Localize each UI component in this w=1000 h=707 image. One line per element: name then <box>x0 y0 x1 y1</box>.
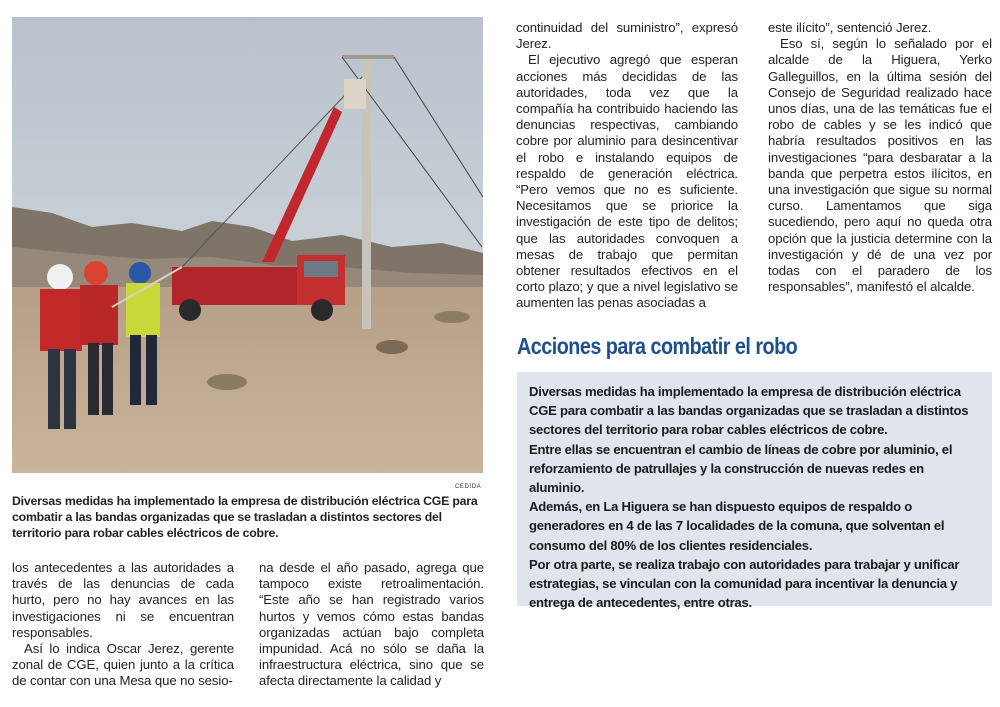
paragraph: na desde el año pasado, agrega que tampoco existe retroalimentación. “Este año se han registrado varios hurtos y vemos cómo estas bandas organizadas actúan bajo completa impunidad. Acá no sólo se daña la infraestructura eléctrica, sino que se afecta directamente la calidad y <box>259 560 484 689</box>
sidebar-paragraph: Entre ellas se encuentran el cambio de líneas de cobre por aluminio, el reforzamiento de patrullajes y la construcción de nuevas redes en aluminio. <box>529 441 953 496</box>
photo-caption: Diversas medidas ha implementado la empresa de distribución eléctrica CGE para combatir a las bandas organizadas que se trasladan a distintos sectores del territorio para robar cables eléctricos de cobre. <box>12 494 478 540</box>
paragraph: Así lo indica Oscar Jerez, gerente zonal de CGE, quien junto a la crítica de contar con una Mesa que no sesio- <box>12 641 234 689</box>
sidebar-title: Acciones para combatir el robo <box>517 333 798 359</box>
photo-illustration <box>12 17 483 473</box>
body-column-1 <box>12 560 234 690</box>
body-column-3 <box>516 20 738 312</box>
sidebar-paragraph: Además, en La Higuera se han dispuesto equipos de respaldo o generadores en 4 de las 7 localidades de la comuna, que solventan el consumo del 80% de los clientes residenciales. <box>529 499 945 553</box>
sidebar-paragraph: Diversas medidas ha implementado la empresa de distribución eléctrica CGE para combatir a las bandas organizadas que se trasladan a distintos sectores del territorio para robar cables eléctricos de cobre. <box>529 384 969 438</box>
article-photo <box>12 17 483 473</box>
paragraph: continuidad del suministro”, expresó Jerez. <box>516 20 738 52</box>
body-column-4 <box>768 20 992 295</box>
body-column-2 <box>259 560 484 690</box>
paragraph: El ejecutivo agregó que esperan acciones más decididas de las autoridades, toda vez que la compañía ha contribuido haciendo las denuncias respectivas, cambiando cobre por aluminio para desincentivar el robo e instalando equipos de respaldo de generación eléctrica. “Pero vemos que no es suficiente. Necesitamos que se priorice la investigación de este tipo de delitos; que las autoridades convoquen a mesas de trabajo que permitan obtener resultados efectivos en el corto plazo; y que a nivel legislativo se aumenten las penas asociadas a <box>516 52 738 311</box>
paragraph: este ilícito”, sentenció Jerez. <box>768 20 932 35</box>
sidebar-box <box>517 372 992 611</box>
photo-credit: CEDIDA <box>455 484 482 490</box>
paragraph: los antecedentes a las autoridades a través de las denuncias de cada hurto, pero no hay avances en las investigaciones ni se encuentran responsables. <box>12 560 234 640</box>
sidebar-paragraph: Por otra parte, se realiza trabajo con autoridades para trabajar y unificar estrategias, se vinculan con la comunidad para incentivar la denuncia y entrega de antecedentes, entre otras. <box>529 556 960 611</box>
paragraph: Eso sí, según lo señalado por el alcalde de la Higuera, Yerko Galleguillos, en la última sesión del Consejo de Seguridad realizado hace unos días, una de las temáticas fue el robo de cables y se les indicó que habría resultados positivos en las investigaciones “para desbaratar a la banda que perpetra estos ilícitos, en una investigación que sigue su normal curso. Lamentamos que siga sucediendo, pero aquí no queda otra opción que la justicia determine con la investigación y dé de una vez por todas con el paradero de los responsables”, manifestó el alcalde. <box>768 36 992 295</box>
